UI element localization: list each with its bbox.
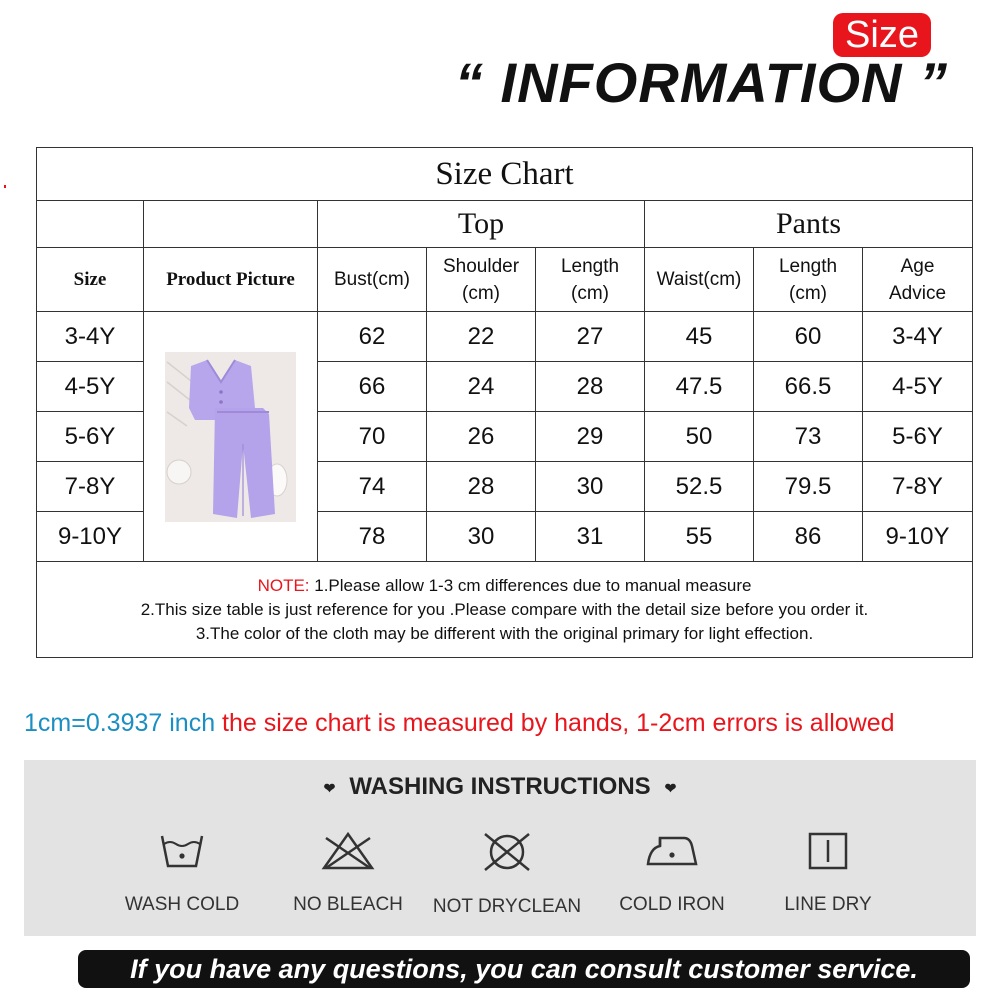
bust-cell: 70 [318, 412, 427, 462]
customer-service-banner: If you have any questions, you can consult customer service. [78, 950, 970, 988]
waist-cell: 50 [645, 412, 754, 462]
pants-length-cell: 60 [754, 312, 863, 362]
no-dryclean-icon [479, 830, 535, 874]
heart-icon: ❤ [323, 779, 336, 796]
pants-length-cell: 86 [754, 512, 863, 562]
top-length-cell: 27 [536, 312, 645, 362]
age-cell: 9-10Y [863, 512, 973, 562]
washing-title [24, 772, 976, 803]
picture-column-header: Product Picture [144, 248, 318, 312]
washing-instructions-panel [24, 760, 976, 936]
top-length-cell: 28 [536, 362, 645, 412]
line-dry-icon [804, 830, 852, 872]
pants-group-header: Pants [645, 201, 973, 248]
note-block [37, 562, 973, 658]
waist-cell: 45 [645, 312, 754, 362]
product-image-illustration [165, 352, 296, 522]
wash-item-line-dry [743, 830, 913, 916]
top-length-cell: 29 [536, 412, 645, 462]
bust-cell: 66 [318, 362, 427, 412]
bust-cell: 78 [318, 512, 427, 562]
pants-length-cell: 73 [754, 412, 863, 462]
measurement-disclaimer: the size chart is measured by hands, 1-2cm errors is allowed [215, 709, 895, 737]
size-column-header: Size [37, 248, 144, 312]
size-cell: 9-10Y [37, 512, 144, 562]
wash-item-label: WASH COLD [124, 894, 240, 915]
pants-length-column-header [754, 248, 863, 312]
header-line: Advice [888, 282, 947, 304]
top-length-column-header [536, 248, 645, 312]
pants-length-cell: 66.5 [754, 362, 863, 412]
wash-item-cold-iron [587, 830, 757, 916]
wash-item-not-dryclean [422, 830, 592, 918]
waist-cell: 47.5 [645, 362, 754, 412]
header-line: (cm) [462, 282, 500, 304]
header-line: Length [778, 255, 838, 277]
page-title: “ INFORMATION ” [455, 51, 949, 114]
age-cell: 4-5Y [863, 362, 973, 412]
note-line-1: 1.Please allow 1-3 cm differences due to manual measure [309, 575, 752, 595]
waist-cell: 52.5 [645, 462, 754, 512]
bust-column-header: Bust(cm) [318, 248, 427, 312]
product-picture [165, 352, 296, 522]
table-row [37, 312, 973, 362]
top-group-header: Top [318, 201, 645, 248]
heart-icon: ❤ [664, 779, 677, 796]
header-line: (cm) [571, 282, 609, 304]
size-chart-table [36, 147, 973, 658]
age-cell: 7-8Y [863, 462, 973, 512]
header-line: Length [560, 255, 620, 277]
wash-item-label: NOT DRYCLEAN [432, 896, 582, 917]
bust-cell: 74 [318, 462, 427, 512]
product-picture-cell [144, 312, 318, 562]
size-badge: Size [833, 13, 931, 57]
red-dot-mark [4, 185, 6, 188]
age-cell: 5-6Y [863, 412, 973, 462]
age-column-header [863, 248, 973, 312]
top-length-cell: 31 [536, 512, 645, 562]
pants-length-cell: 79.5 [754, 462, 863, 512]
shoulder-cell: 22 [427, 312, 536, 362]
wash-cold-icon [158, 830, 206, 872]
wash-item-wash-cold [97, 830, 267, 916]
wash-item-label: COLD IRON [619, 894, 725, 915]
conversion-line [24, 705, 984, 741]
empty-header-cell [37, 201, 144, 248]
shoulder-cell: 28 [427, 462, 536, 512]
wash-item-label: NO BLEACH [293, 894, 403, 915]
size-cell: 5-6Y [37, 412, 144, 462]
wash-item-no-bleach [263, 830, 433, 916]
empty-header-cell [144, 201, 318, 248]
shoulder-cell: 26 [427, 412, 536, 462]
shoulder-cell: 30 [427, 512, 536, 562]
header-line: (cm) [789, 282, 827, 304]
header-line: Shoulder [442, 255, 520, 277]
shoulder-column-header [427, 248, 536, 312]
cm-inch-conversion: 1cm=0.3937 inch [24, 709, 216, 737]
size-cell: 4-5Y [37, 362, 144, 412]
header-line: Age [900, 255, 935, 277]
note-label: NOTE: [257, 575, 310, 595]
size-chart-title: Size Chart [37, 148, 973, 201]
washing-title-text: WASHING INSTRUCTIONS [349, 773, 651, 800]
top-length-cell: 30 [536, 462, 645, 512]
waist-cell: 55 [645, 512, 754, 562]
waist-column-header: Waist(cm) [645, 248, 754, 312]
no-bleach-icon [320, 830, 376, 872]
cold-iron-icon [644, 830, 700, 872]
size-cell: 3-4Y [37, 312, 144, 362]
shoulder-cell: 24 [427, 362, 536, 412]
note-line-3: 3.The color of the cloth may be different with the original primary for light effection. [195, 623, 814, 643]
bust-cell: 62 [318, 312, 427, 362]
note-line-2: 2.This size table is just reference for you .Please compare with the detail size before you order it. [140, 599, 869, 619]
age-cell: 3-4Y [863, 312, 973, 362]
size-cell: 7-8Y [37, 462, 144, 512]
wash-item-label: LINE DRY [784, 894, 872, 915]
